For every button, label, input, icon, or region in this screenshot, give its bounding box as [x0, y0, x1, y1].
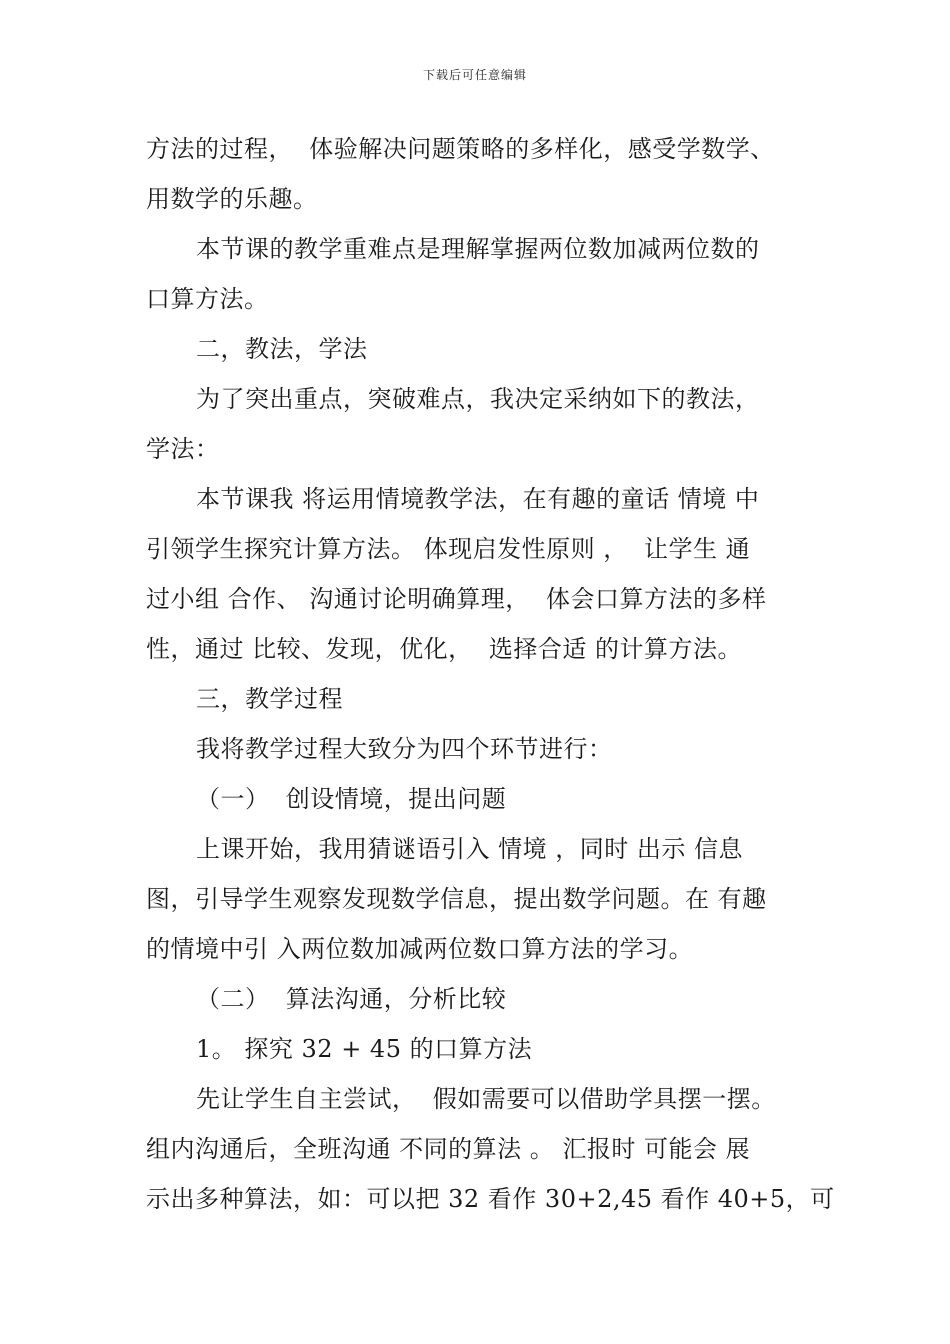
text-line: 1。 探究 32 + 45 的口算方法 — [196, 1035, 533, 1063]
text-line: 本节课我 将运用情境教学法，在有趣的童话 情境 中 — [196, 485, 760, 513]
text-line: 二，教法，学法 — [196, 335, 368, 363]
text-line: 先让学生自主尝试， 假如需要可以借助学具摆一摆。 — [196, 1085, 776, 1113]
text-line: （二） 算法沟通，分析比较 — [196, 985, 507, 1013]
text-line: 过小组 合作、 沟通讨论明确算理， 体会口算方法的多样 — [146, 585, 767, 613]
text-line: 本节课的教学重难点是理解掌握两位数加减两位数的 — [196, 235, 760, 263]
text-line: 为了突出重点，突破难点，我决定采纳如下的教法， — [196, 385, 760, 413]
page-header: 下载后可任意编辑 — [422, 68, 527, 82]
text-line: 学法： — [146, 435, 220, 463]
text-line: 三，教学过程 — [196, 685, 343, 713]
text-line: 口算方法。 — [146, 285, 269, 313]
document-body — [146, 124, 835, 1224]
text-line: 组内沟通后，全班沟通 不同的算法 。 汇报时 可能会 展 — [146, 1135, 751, 1163]
text-line: （一） 创设情境，提出问题 — [196, 785, 507, 813]
text-line: 方法的过程， 体验解决问题策略的多样化，感受学数学、 — [146, 135, 775, 163]
text-line: 图，引导学生观察发现数学信息，提出数学问题。在 有趣 — [146, 885, 767, 913]
text-line: 性，通过 比较、发现，优化， 选择合适 的计算方法。 — [146, 635, 743, 663]
text-line: 示出多种算法，如：可以把 32 看作 30+2,45 看作 40+5，可 — [146, 1185, 835, 1213]
text-line: 用数学的乐趣。 — [146, 185, 318, 213]
text-line: 我将教学过程大致分为四个环节进行： — [196, 735, 613, 763]
text-line: 引领学生探究计算方法。 体现启发性原则 ， 让学生 通 — [146, 535, 751, 563]
text-line: 上课开始，我用猜谜语引入 情境 ，同时 出示 信息 — [196, 835, 744, 863]
text-line: 的情境中引 入两位数加减两位数口算方法的学习。 — [146, 935, 694, 963]
